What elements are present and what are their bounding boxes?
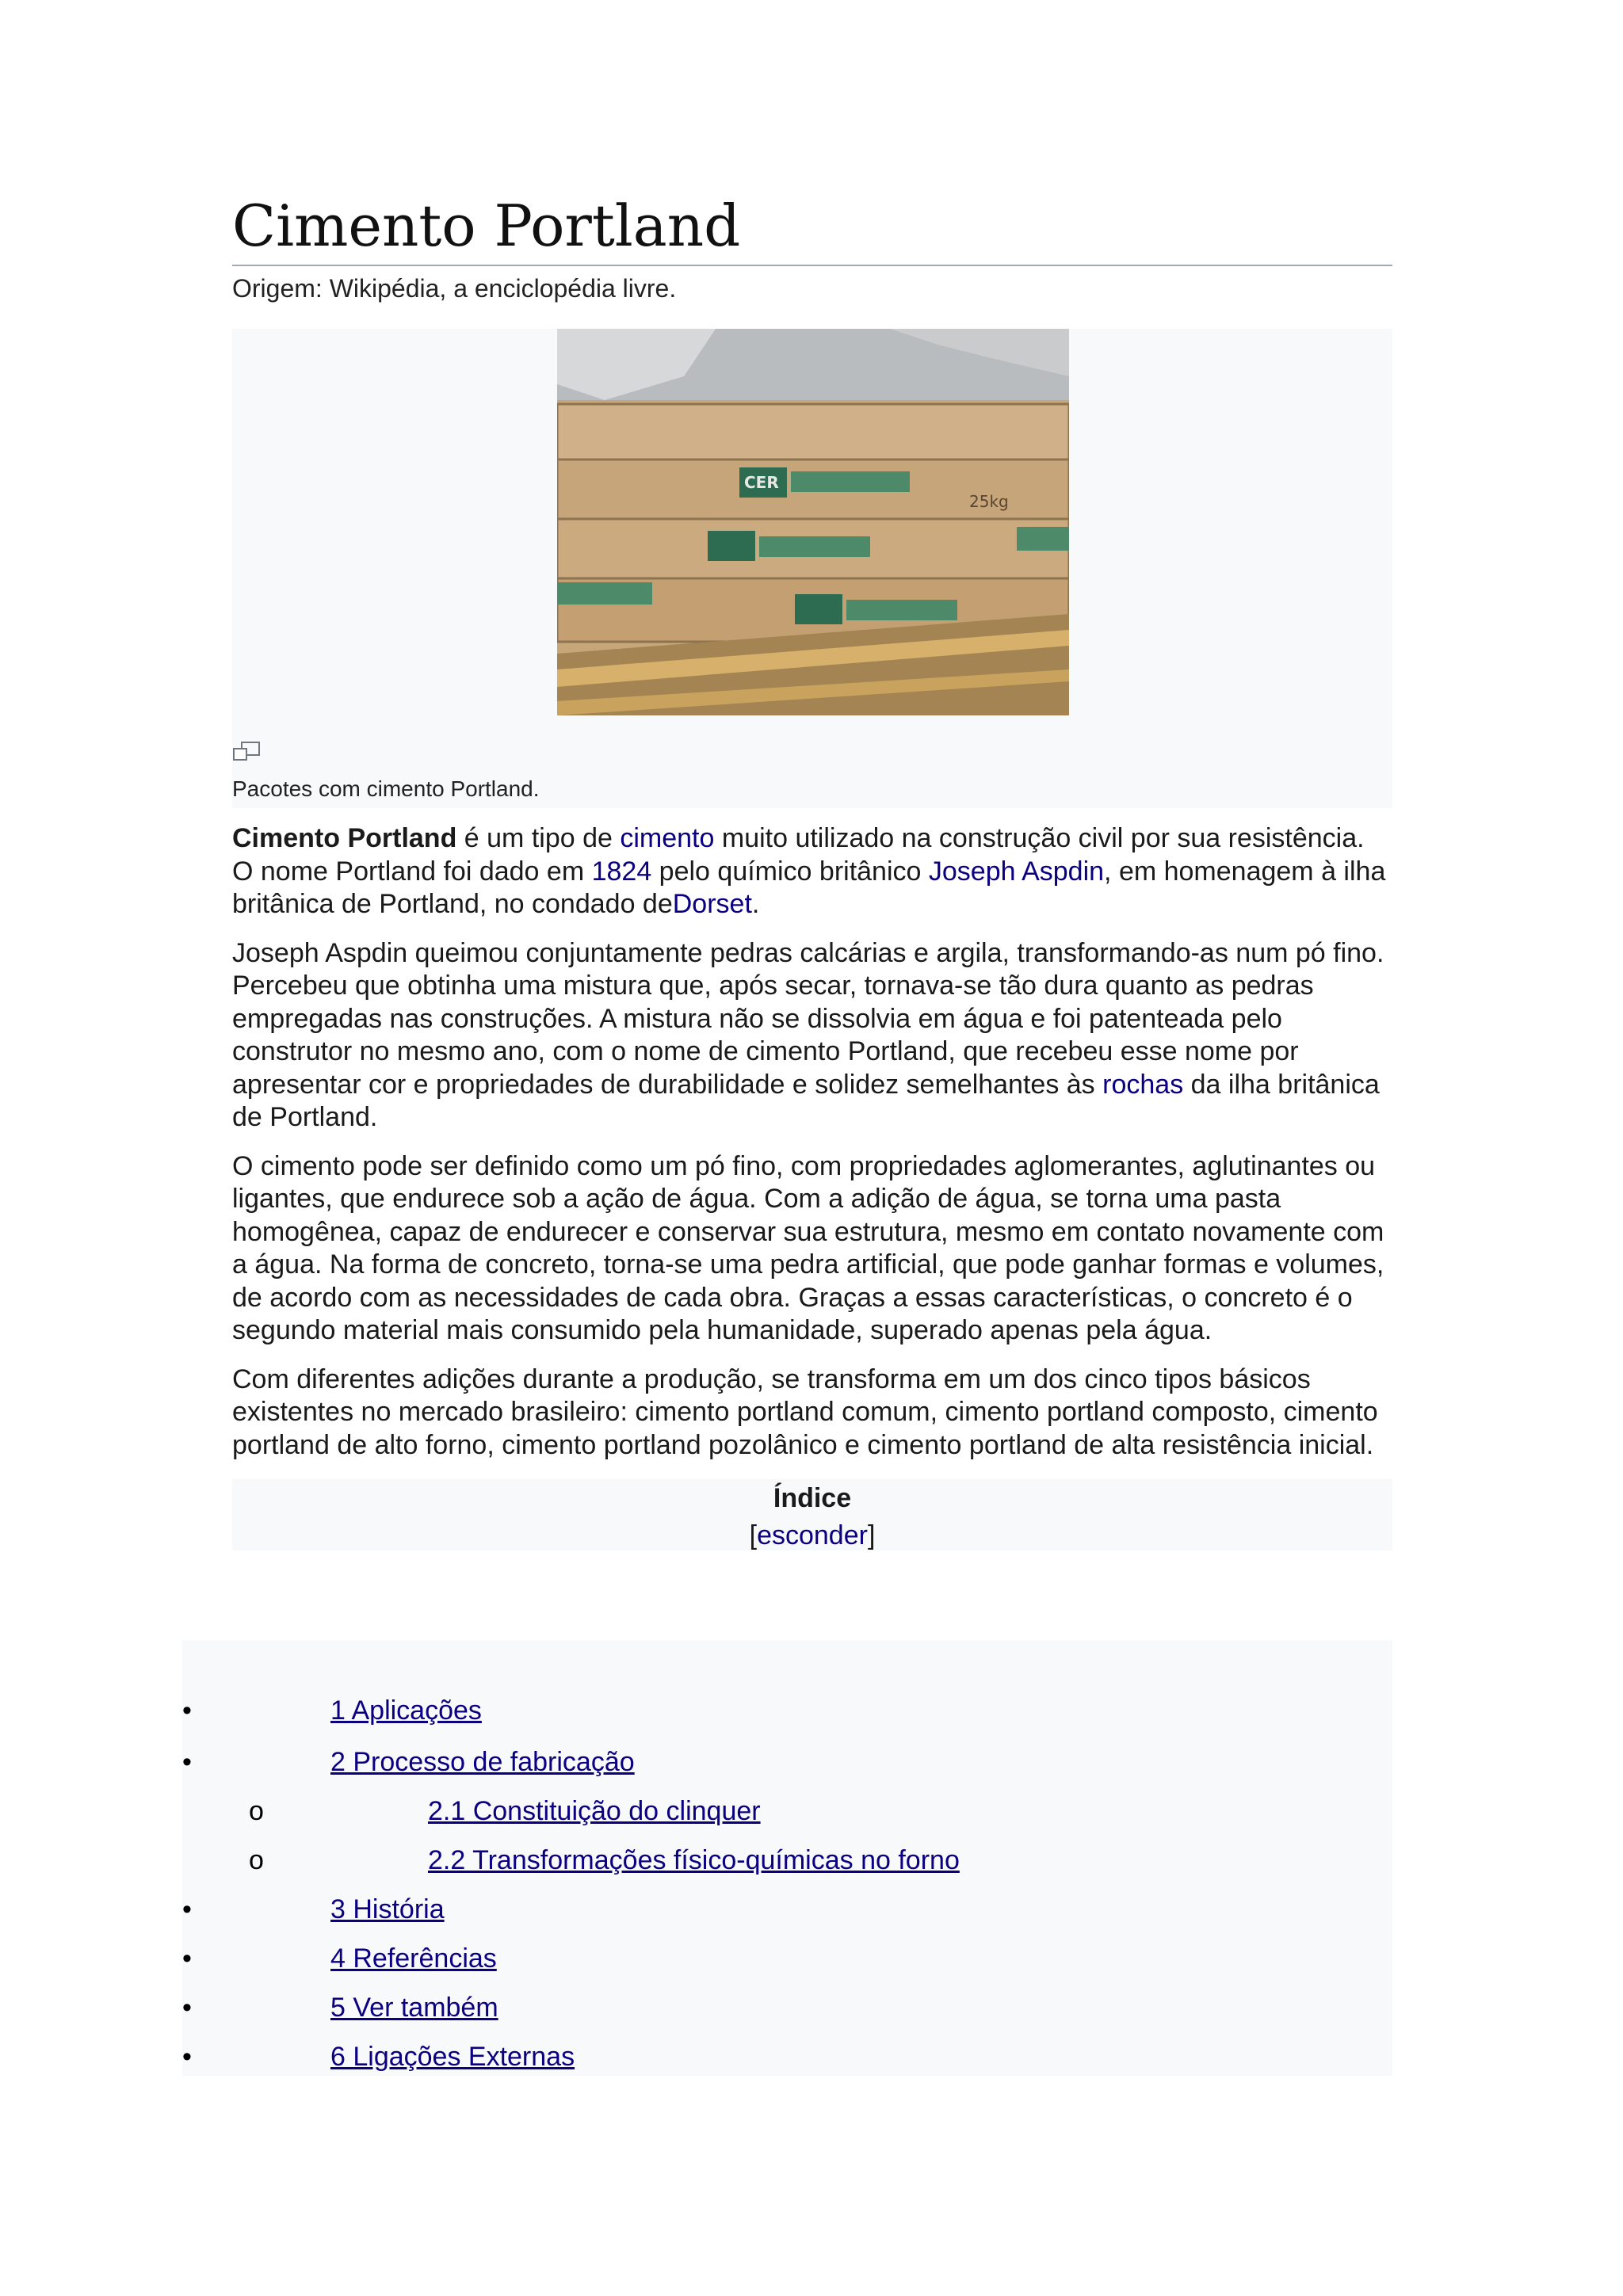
- page-title: Cimento Portland: [232, 189, 1392, 266]
- link-1824[interactable]: 1824: [591, 856, 652, 887]
- figure-caption: Pacotes com cimento Portland.: [232, 776, 540, 801]
- text: , em homenagem à ilha britânica de Portland, no condado de: [232, 856, 1386, 919]
- toc-link-transformacoes[interactable]: 2.2 Transformações físico-químicas no forno: [428, 1845, 960, 1875]
- sub-bullet-icon: o: [249, 1796, 264, 1826]
- article-body: [232, 822, 1392, 1462]
- bullet-icon: •: [182, 1943, 192, 1974]
- paragraph-2: [232, 937, 1392, 1135]
- bag-brand-label: CER: [744, 473, 779, 492]
- figure: [232, 329, 1392, 808]
- link-dorset[interactable]: Dorset: [672, 889, 752, 919]
- paragraph-4: Com diferentes adições durante a produção, se transforma em um dos cinco tipos básicos existentes no mercado brasileiro: cimento portland comum, cimento portland composto, cimento portland de alto forno, cimento portland pozolânico e cimento portland de alta resistência inicial.: [232, 1363, 1378, 1460]
- toc-link-referencias[interactable]: 4 Referências: [330, 1943, 497, 1974]
- enlarge-icon[interactable]: [232, 741, 261, 767]
- cement-bags-image: [557, 329, 1069, 715]
- bracket: ]: [867, 1520, 876, 1550]
- link-cimento[interactable]: cimento: [620, 823, 715, 853]
- toc-title: Índice: [773, 1483, 852, 1513]
- toc-link-ver-tambem[interactable]: 5 Ver também: [330, 1993, 498, 2023]
- cement-bags-photo[interactable]: [557, 329, 1069, 715]
- page-subtitle: Origem: Wikipédia, a enciclopédia livre.: [232, 274, 677, 303]
- bullet-icon: •: [182, 1747, 192, 1777]
- sub-bullet-icon: o: [249, 1845, 264, 1875]
- text: da ilha britânica de Portland.: [232, 1069, 1380, 1132]
- toc-hide-link[interactable]: esconder: [757, 1520, 868, 1550]
- toc-link-historia[interactable]: 3 História: [330, 1894, 445, 1924]
- toc-link-processo[interactable]: 2 Processo de fabricação: [330, 1747, 635, 1777]
- toc-link-clinquer[interactable]: 2.1 Constituição do clinquer: [428, 1796, 761, 1826]
- link-joseph-aspdin[interactable]: Joseph Aspdin: [928, 856, 1105, 887]
- bullet-icon: •: [182, 1894, 192, 1924]
- text: pelo químico britânico: [651, 856, 929, 887]
- toc-header: [232, 1479, 1392, 1550]
- paragraph-1: [232, 822, 1392, 921]
- bullet-icon: •: [182, 2042, 192, 2072]
- toc-item[interactable]: [330, 1943, 497, 1974]
- text: .: [751, 889, 760, 919]
- bullet-icon: •: [182, 1993, 192, 2023]
- toc-item[interactable]: [330, 2042, 575, 2073]
- text: é um tipo de: [456, 823, 621, 853]
- bold-term: Cimento Portland: [232, 823, 457, 853]
- toc-item[interactable]: [330, 1894, 445, 1925]
- toc-item[interactable]: [428, 1845, 960, 1876]
- toc-item[interactable]: [330, 1747, 635, 1778]
- toc-link-ligacoes[interactable]: 6 Ligações Externas: [330, 2042, 575, 2072]
- bracket: [: [749, 1520, 758, 1550]
- text: muito utilizado na construção civil por sua resistência. O nome Portland foi dado em: [232, 823, 1365, 887]
- bag-weight-label: 25kg: [969, 492, 1009, 511]
- toc-toggle: [232, 1516, 1392, 1555]
- link-rochas[interactable]: rochas: [1102, 1069, 1184, 1100]
- toc-item[interactable]: [428, 1796, 761, 1827]
- toc-item[interactable]: [330, 1993, 498, 2023]
- article: [232, 189, 1392, 1550]
- text: Joseph Aspdin queimou conjuntamente pedras calcárias e argila, transformando-as num pó fino. Percebeu que obtinha uma mistura que, após secar, tornava-se tão dura quanto as pedras empregadas nas construções. A mistura não se dissolvia em água e foi patenteada pelo construtor no mesmo ano, com o nome de cimento Portland, que recebeu esse nome por apresentar cor e propriedades de durabilidade e solidez semelhantes às: [232, 937, 1384, 1100]
- toc-link-aplicacoes[interactable]: 1 Aplicações: [330, 1695, 482, 1726]
- bullet-icon: •: [182, 1695, 192, 1726]
- toc-item[interactable]: [330, 1695, 482, 1726]
- paragraph-3: O cimento pode ser definido como um pó fino, com propriedades aglomerantes, aglutinantes ou ligantes, que endurece sob a ação de água. Com a adição de água, se torna uma pasta homogênea, capaz de endurecer e conservar sua estrutura, mesmo em contato novamente com a água. Na forma de concreto, torna-se uma pedra artificial, que pode ganhar formas e volumes, de acordo com as necessidades de cada obra. Graças a essas características, o concreto é o segundo material mais consumido pela humanidade, superado apenas pela água.: [232, 1150, 1384, 1345]
